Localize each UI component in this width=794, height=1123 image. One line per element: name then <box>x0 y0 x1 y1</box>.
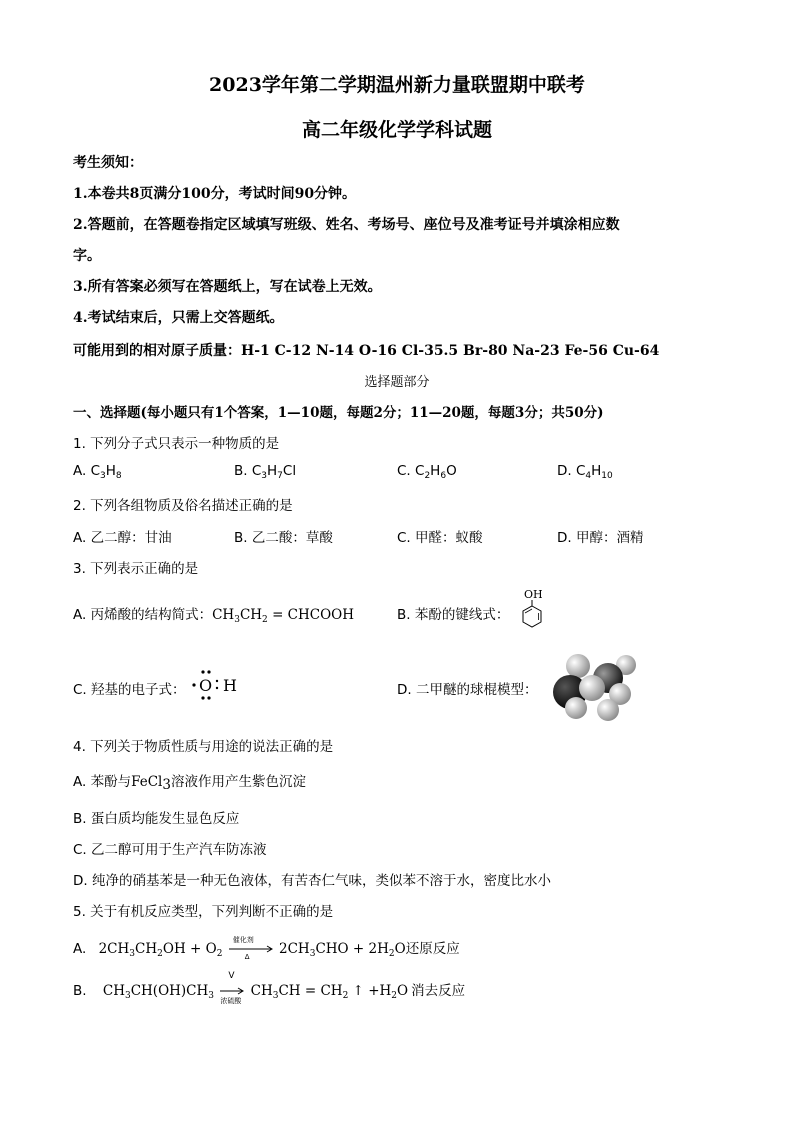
q2-option-b: B. 乙二酸：草酸 <box>234 530 333 546</box>
oxygen-symbol: O <box>199 676 213 695</box>
q2-stem: 2. 下列各组物质及俗名描述正确的是 <box>73 498 293 514</box>
phenol-skeletal-structure <box>510 585 550 635</box>
q5-a-products: $2CH_3CHO + 2H_2O$ <box>279 941 406 959</box>
dimethyl-ether-ball-model <box>546 648 642 724</box>
notice-item-2-cont: 字。 <box>73 248 101 264</box>
q4-option-b: B. 蛋白质均能发生显色反应 <box>73 811 240 827</box>
q5-option-b: B. $CH_3CH(OH)CH_3$ V 浓硫酸 $CH_3CH = CH_2$ ↑ $+H_2O$ 消去反应 <box>73 971 466 1005</box>
q1-option-d: D. $C_4H_{10}$ <box>557 463 613 481</box>
exam-subtitle: 高二年级化学学科试题 <box>301 119 492 141</box>
q1-option-c: C. $C_2H_6O$ <box>397 463 457 481</box>
q4-option-d: D. 纯净的硝基苯是一种无色液体，有苦杏仁气味，类似苯不溶于水，密度比水小 <box>73 873 551 889</box>
hydrogen-symbol: H <box>223 676 237 695</box>
exam-title: 2023学年第二学期温州新力量联盟期中联考 <box>209 74 585 96</box>
notice-heading: 考生须知： <box>73 155 143 171</box>
q5-b-reactant: $CH_3CH(OH)CH_3$ <box>102 983 215 1001</box>
notice-item-3: 3.所有答案必须写在答题纸上，写在试卷上无效。 <box>73 279 382 295</box>
q5-option-a: A. $2CH_3CH_2OH + O_2$ 催化剂 Δ $2CH_3CHO + 2H_2O$还原反应 <box>73 936 460 961</box>
phenol-oh-label: OH <box>524 588 543 601</box>
section-instructions: 一、选择题(每小题只有1个答案，1—10题，每题2分；11—20题，每题3分；共50分) <box>73 405 604 421</box>
q3-a-formula: $CH_3CH_2$ = CHCOOH <box>212 607 355 625</box>
q3-option-a: A. 丙烯酸的结构简式：$CH_3CH_2$ = CHCOOH <box>73 607 355 625</box>
q1-stem: 1. 下列分子式只表示一种物质的是 <box>73 436 280 452</box>
q5-b-products: $CH_3CH = CH_2$ ↑ $+H_2O$ <box>250 983 409 1001</box>
q5-a-reactants: $2CH_3CH_2OH + O_2$ <box>98 941 223 959</box>
q3-option-b-label: B. 苯酚的键线式： <box>397 607 510 623</box>
q3-option-c: C. 羟基的电子式： <box>73 682 186 698</box>
q2-option-c: C. 甲醛：蚁酸 <box>397 530 483 546</box>
notice-item-1: 1.本卷共8页满分100分，考试时间90分钟。 <box>73 186 357 202</box>
q2-option-d: D. 甲醇：酒精 <box>557 530 644 546</box>
q4-option-a: A. 苯酚与FeCl$_3$溶液作用产生紫色沉淀 <box>73 774 306 793</box>
q2-option-a: A. 乙二醇：甘油 <box>73 530 172 546</box>
hydroxyl-electron-dot <box>190 668 250 702</box>
atomic-masses: 可能用到的相对原子质量：H-1 C-12 N-14 O-16 Cl-35.5 Br-80 Na-23 Fe-56 Cu-64 <box>73 343 660 359</box>
q1-option-b: B. $C_3H_7Cl$ <box>234 463 297 481</box>
q3-option-d-label: D. 二甲醚的球棍模型： <box>397 682 538 698</box>
notice-item-2: 2.答题前，在答题卷指定区域填写班级、姓名、考场号、座位号及准考证号并填涂相应数 <box>73 217 620 233</box>
q4-option-c: C. 乙二醇可用于生产汽车防冻液 <box>73 842 267 858</box>
q1-option-a: A. $C_3H_8$ <box>73 463 122 481</box>
section-label: 选择题部分 <box>364 375 430 390</box>
q5-stem: 5. 关于有机反应类型，下列判断不正确的是 <box>73 904 334 920</box>
q5-b-arrow: V 浓硫酸 <box>220 971 242 1005</box>
q4-stem: 4. 下列关于物质性质与用途的说法正确的是 <box>73 739 334 755</box>
q3-stem: 3. 下列表示正确的是 <box>73 561 199 577</box>
notice-item-4: 4.考试结束后，只需上交答题纸。 <box>73 310 284 326</box>
q5-a-arrow: 催化剂 Δ <box>227 942 275 956</box>
